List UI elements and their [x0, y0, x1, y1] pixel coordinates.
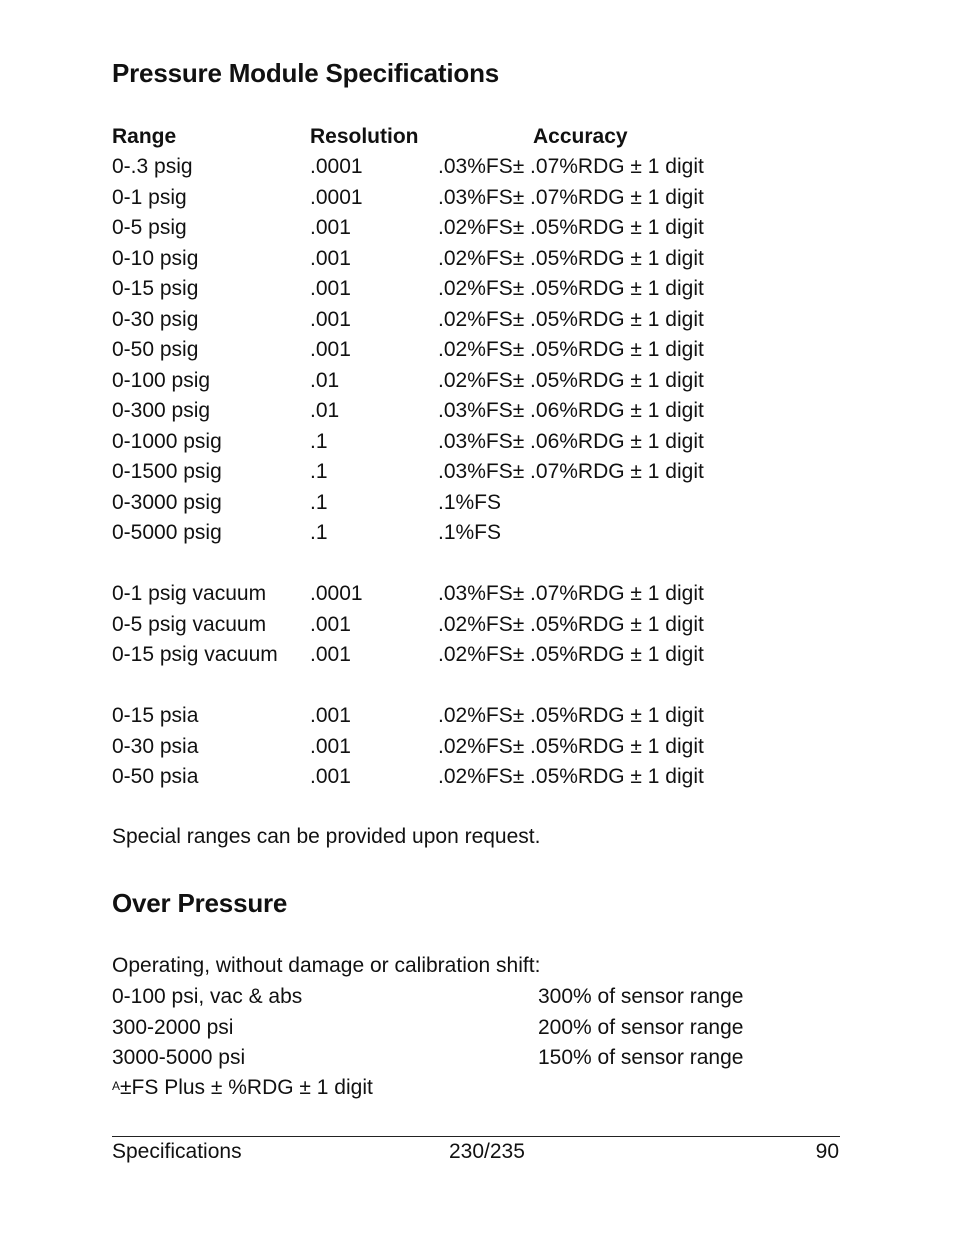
accuracy-cell: .02%FS± .05%RDG ± 1 digit: [438, 643, 704, 666]
over-pressure-intro: Operating, without damage or calibration shift:: [112, 954, 541, 977]
over-pressure-range: 0-100 psi, vac & abs: [112, 985, 303, 1008]
resolution-cell: .0001: [310, 582, 363, 605]
resolution-cell: .1: [310, 490, 328, 514]
range-cell: 0-30 psig: [112, 307, 199, 331]
accuracy-cell: .03%FS± .06%RDG ± 1 digit: [438, 399, 704, 422]
accuracy-cell: .03%FS± .06%RDG ± 1 digit: [438, 429, 704, 453]
page-title: Pressure Module Specifications: [112, 58, 500, 88]
special-ranges-note: Special ranges can be provided upon request.: [112, 825, 541, 848]
accuracy-cell: .02%FS± .05%RDG ± 1 digit: [438, 368, 704, 392]
resolution-cell: .0001: [310, 155, 363, 178]
over-pressure-limit: 150% of sensor range: [538, 1046, 744, 1069]
resolution-cell: .1: [310, 460, 328, 483]
header-resolution: Resolution: [310, 125, 419, 148]
range-cell: 0-5000 psig: [112, 521, 222, 544]
range-cell: 0-100 psig: [112, 368, 211, 392]
range-cell: 0-1 psig: [112, 185, 187, 209]
range-cell: 0-1500 psig: [112, 460, 222, 483]
range-cell: 0-300 psig: [112, 399, 211, 422]
resolution-cell: .001: [310, 734, 351, 758]
over-pressure-title: Over Pressure: [112, 888, 288, 918]
accuracy-cell: .02%FS± .05%RDG ± 1 digit: [438, 277, 704, 300]
accuracy-cell: .1%FS: [438, 490, 502, 514]
header-accuracy: Accuracy: [533, 125, 628, 148]
footnote: [112, 1076, 373, 1100]
range-cell: 0-1000 psig: [112, 429, 222, 453]
range-cell: 0-15 psia: [112, 704, 199, 727]
resolution-cell: .001: [310, 765, 351, 788]
accuracy-cell: .02%FS± .05%RDG ± 1 digit: [438, 216, 704, 239]
header-range: Range: [112, 125, 177, 148]
over-pressure-range: 300-2000 psi: [112, 1015, 234, 1039]
resolution-cell: .1: [310, 521, 328, 544]
footer-model: 230/235: [449, 1140, 525, 1163]
range-cell: 0-50 psia: [112, 765, 199, 788]
footer-section-name: Specifications: [112, 1140, 242, 1163]
over-pressure-range: 3000-5000 psi: [112, 1046, 246, 1069]
range-cell: 0-50 psig: [112, 338, 199, 361]
resolution-cell: .001: [310, 277, 351, 300]
resolution-cell: .001: [310, 612, 351, 636]
accuracy-cell: .02%FS± .05%RDG ± 1 digit: [438, 246, 704, 270]
resolution-cell: .001: [310, 246, 351, 270]
range-cell: 0-5 psig: [112, 216, 187, 239]
range-cell: 0-15 psig: [112, 277, 199, 300]
over-pressure-limit: 300% of sensor range: [538, 985, 744, 1008]
range-cell: 0-5 psig vacuum: [112, 612, 267, 636]
resolution-cell: .001: [310, 216, 351, 239]
resolution-cell: .001: [310, 704, 351, 727]
range-cell: 0-.3 psig: [112, 155, 193, 178]
accuracy-cell: .03%FS± .07%RDG ± 1 digit: [438, 185, 704, 209]
resolution-cell: .01: [310, 399, 340, 422]
footnote-text: ±FS Plus ± %RDG ± 1 digit: [120, 1076, 373, 1099]
accuracy-cell: .02%FS± .05%RDG ± 1 digit: [438, 704, 704, 727]
accuracy-cell: .1%FS: [438, 521, 502, 544]
accuracy-cell: .02%FS± .05%RDG ± 1 digit: [438, 765, 704, 788]
accuracy-cell: .03%FS± .07%RDG ± 1 digit: [438, 582, 704, 605]
footer-page-number: 90: [815, 1140, 839, 1163]
accuracy-cell: .03%FS± .07%RDG ± 1 digit: [438, 155, 704, 178]
accuracy-cell: .03%FS± .07%RDG ± 1 digit: [438, 460, 704, 483]
resolution-cell: .0001: [310, 185, 363, 209]
footer-divider: [112, 1136, 840, 1137]
range-cell: 0-30 psia: [112, 734, 199, 758]
resolution-cell: .001: [310, 643, 351, 666]
range-cell: 0-10 psig: [112, 246, 199, 270]
accuracy-cell: .02%FS± .05%RDG ± 1 digit: [438, 612, 704, 636]
over-pressure-limit: 200% of sensor range: [538, 1015, 744, 1039]
resolution-cell: .001: [310, 338, 351, 361]
resolution-cell: .1: [310, 429, 328, 453]
resolution-cell: .001: [310, 307, 351, 331]
accuracy-cell: .02%FS± .05%RDG ± 1 digit: [438, 307, 704, 331]
range-cell: 0-3000 psig: [112, 490, 222, 514]
range-cell: 0-15 psig vacuum: [112, 643, 278, 666]
accuracy-cell: .02%FS± .05%RDG ± 1 digit: [438, 734, 704, 758]
accuracy-cell: .02%FS± .05%RDG ± 1 digit: [438, 338, 704, 361]
range-cell: 0-1 psig vacuum: [112, 582, 267, 605]
resolution-cell: .01: [310, 368, 340, 392]
footnote-marker: A: [112, 1079, 121, 1093]
